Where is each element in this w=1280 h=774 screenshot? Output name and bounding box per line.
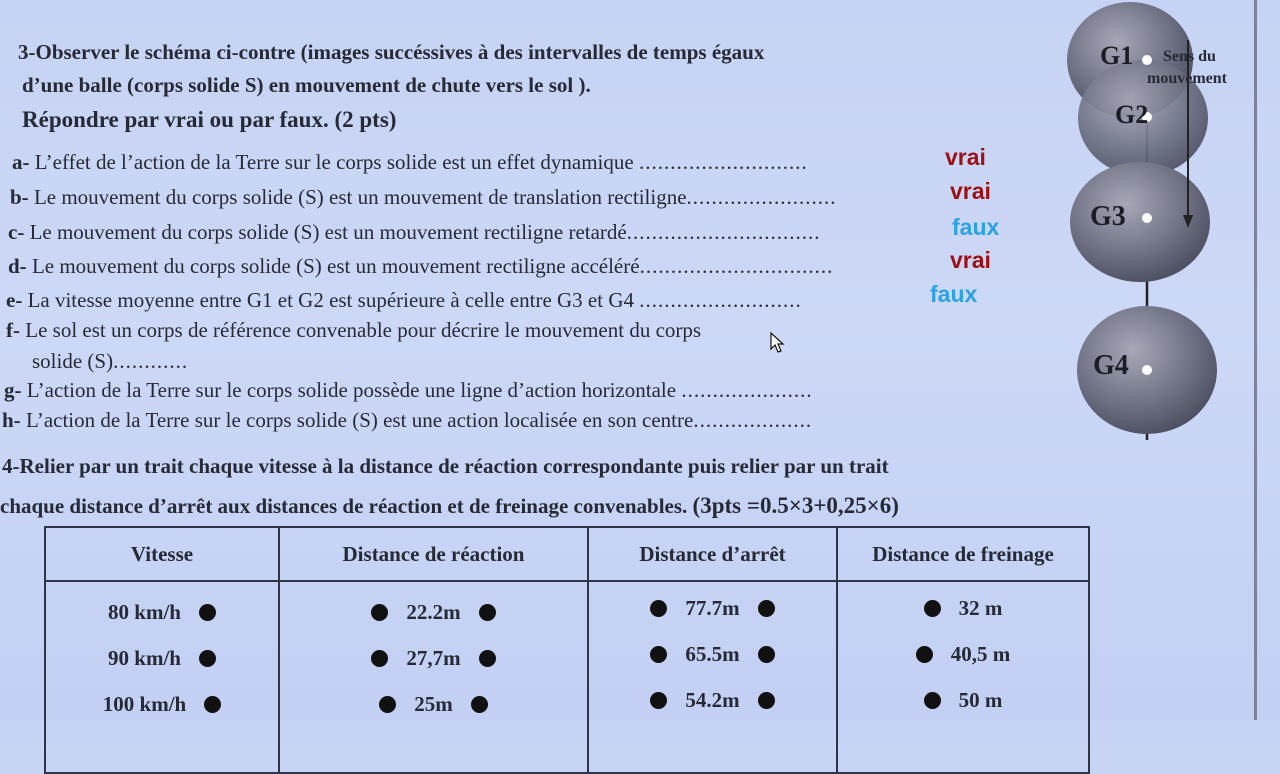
list-item[interactable] xyxy=(47,589,277,635)
matching-table xyxy=(44,526,1090,774)
header-reaction: Distance de réaction xyxy=(279,527,588,581)
table-row xyxy=(45,581,1089,773)
answer-dots: ............................... xyxy=(626,220,821,244)
answer-dots: ........................... xyxy=(638,150,808,174)
answer-dots: ..................... xyxy=(681,378,813,402)
vitesse-value: 90 km/h xyxy=(108,645,181,670)
item-letter: a- xyxy=(12,150,30,174)
reaction-value: 25m xyxy=(414,691,453,716)
ball-diagram xyxy=(1055,0,1280,445)
answer-dots: ............................... xyxy=(639,254,834,278)
answer-dots: ............ xyxy=(113,349,189,373)
q3-item-f xyxy=(6,318,701,342)
q3-item-c xyxy=(8,220,821,244)
dot-icon[interactable] xyxy=(471,696,488,713)
q3-item-e xyxy=(6,288,802,312)
motion-caption-1: Sens du xyxy=(1163,48,1216,65)
dot-icon[interactable] xyxy=(199,604,216,621)
list-item[interactable] xyxy=(281,589,586,635)
answer-d: vrai xyxy=(950,247,991,273)
answer-a: vrai xyxy=(945,144,986,170)
motion-caption-2: mouvement xyxy=(1147,70,1227,87)
dot-icon[interactable] xyxy=(758,646,775,663)
item-text: Le mouvement du corps solide (S) est un mouvement de translation rectiligne xyxy=(33,185,687,209)
reaction-value: 22.2m xyxy=(406,599,461,624)
freinage-value: 40,5 m xyxy=(950,641,1011,666)
dot-icon[interactable] xyxy=(650,692,667,709)
dot-icon[interactable] xyxy=(916,646,933,663)
list-item[interactable] xyxy=(839,585,1087,631)
item-text: La vitesse moyenne entre G1 et G2 est supérieure à celle entre G3 et G4 xyxy=(27,288,640,312)
list-item[interactable] xyxy=(281,635,586,681)
label-g4: G4 xyxy=(1093,350,1129,381)
freinage-value: 32 m xyxy=(958,595,1003,620)
dot-icon[interactable] xyxy=(479,604,496,621)
header-arret: Distance d’arrêt xyxy=(588,527,837,581)
freinage-value: 50 m xyxy=(958,687,1003,712)
cell-freinage xyxy=(837,581,1089,773)
list-item[interactable] xyxy=(590,677,835,723)
q3-item-h xyxy=(2,408,812,432)
q3-item-g xyxy=(4,378,813,402)
mouse-cursor-icon xyxy=(770,332,786,354)
dot-icon[interactable] xyxy=(924,692,941,709)
item-text: L’action de la Terre sur le corps solide possède une ligne d’action horizontale xyxy=(26,378,682,402)
item-text: solide (S) xyxy=(32,349,114,373)
dot-icon[interactable] xyxy=(758,600,775,617)
vitesse-value: 100 km/h xyxy=(102,691,187,716)
answer-dots: .......................... xyxy=(639,288,802,312)
item-letter: b- xyxy=(10,185,29,209)
item-letter: f- xyxy=(6,318,20,342)
table-header-row xyxy=(45,527,1089,581)
item-letter: d- xyxy=(8,254,27,278)
item-text: L’action de la Terre sur le corps solide (S) est une action localisée en son centre xyxy=(25,408,694,432)
answer-b: vrai xyxy=(950,178,991,204)
dot-icon[interactable] xyxy=(650,646,667,663)
header-vitesse: Vitesse xyxy=(45,527,279,581)
vitesse-value: 80 km/h xyxy=(108,599,181,624)
dot-icon[interactable] xyxy=(199,650,216,667)
dot-icon[interactable] xyxy=(758,692,775,709)
item-text: Le mouvement du corps solide (S) est un mouvement rectiligne retardé xyxy=(29,220,627,244)
list-item[interactable] xyxy=(47,635,277,681)
item-letter: h- xyxy=(2,408,21,432)
dot-icon[interactable] xyxy=(204,696,221,713)
answer-e: faux xyxy=(930,281,978,307)
q4-points: (3pts =0.5×3+0,25×6) xyxy=(692,493,899,518)
cell-reaction xyxy=(279,581,588,773)
cell-vitesse xyxy=(45,581,279,773)
list-item[interactable] xyxy=(839,631,1087,677)
q4-line2-text: chaque distance d’arrêt aux distances de réaction et de freinage convenables. xyxy=(0,494,688,518)
dot-icon[interactable] xyxy=(924,600,941,617)
label-g3: G3 xyxy=(1090,201,1126,232)
list-item[interactable] xyxy=(590,631,835,677)
list-item[interactable] xyxy=(839,677,1087,723)
q3-item-f-continuation xyxy=(32,349,188,373)
dot-icon[interactable] xyxy=(371,650,388,667)
item-letter: g- xyxy=(4,378,22,402)
q4-line2 xyxy=(0,494,899,518)
answer-dots: ................... xyxy=(693,408,813,432)
dot-icon[interactable] xyxy=(650,600,667,617)
label-g1: G1 xyxy=(1100,41,1134,70)
answer-dots: ........................ xyxy=(686,185,837,209)
item-text: L’effet de l’action de la Terre sur le corps solide est un effet dynamique xyxy=(34,150,639,174)
list-item[interactable] xyxy=(590,585,835,631)
dot-icon[interactable] xyxy=(479,650,496,667)
arret-value: 77.7m xyxy=(685,595,740,620)
item-text: Le mouvement du corps solide (S) est un mouvement rectiligne accéléré xyxy=(31,254,640,278)
list-item[interactable] xyxy=(47,681,277,727)
header-freinage: Distance de freinage xyxy=(837,527,1089,581)
item-letter: e- xyxy=(6,288,23,312)
arret-value: 65.5m xyxy=(685,641,740,666)
q4-line1: 4-Relier par un trait chaque vitesse à la distance de réaction correspondante puis relier par un trait xyxy=(2,454,889,478)
q3-instruction: Répondre par vrai ou par faux. (2 pts) xyxy=(22,107,397,132)
dot-icon[interactable] xyxy=(371,604,388,621)
q3-item-b xyxy=(10,185,837,209)
list-item[interactable] xyxy=(281,681,586,727)
q3-title-line2: d’une balle (corps solide S) en mouvement de chute vers le sol ). xyxy=(22,73,591,97)
item-letter: c- xyxy=(8,220,25,244)
cell-arret xyxy=(588,581,837,773)
reaction-value: 27,7m xyxy=(406,645,461,670)
q3-item-a xyxy=(12,150,808,174)
item-text: Le sol est un corps de référence convenable pour décrire le mouvement du corps xyxy=(25,318,702,342)
falling-ball-figure xyxy=(1055,0,1280,445)
answer-c: faux xyxy=(952,214,1000,240)
label-g2: G2 xyxy=(1115,100,1149,129)
dot-icon[interactable] xyxy=(379,696,396,713)
q3-item-d xyxy=(8,254,833,278)
q3-title: 3-Observer le schéma ci-contre (images succéssives à des intervalles de temps égaux xyxy=(18,40,765,64)
arret-value: 54.2m xyxy=(685,687,740,712)
